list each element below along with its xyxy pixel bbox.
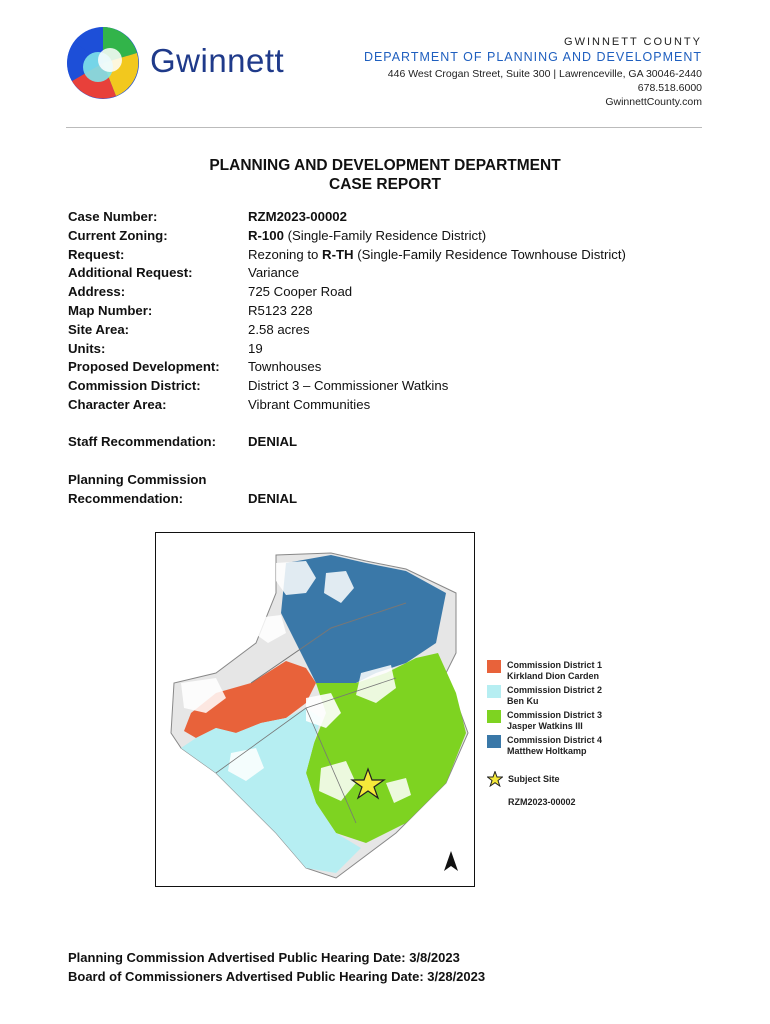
field-request: Request: Rezoning to R-TH (Single-Family Residence Townhouse District) <box>68 246 626 262</box>
district-map <box>155 532 475 887</box>
legend-swatch-district-1 <box>487 660 501 673</box>
legend-swatch-district-4 <box>487 735 501 748</box>
staff-recommendation: Staff Recommendation: DENIAL <box>68 434 298 449</box>
county-name: GWINNETT COUNTY <box>564 36 702 48</box>
planning-commission-recommendation: Planning Commission Recommendation: DENIAL <box>68 472 298 506</box>
letterhead <box>0 0 770 130</box>
legend-district-2: Commission District 2 Ben Ku <box>487 685 602 707</box>
field-commission-district: Commission District: District 3 – Commissioner Watkins <box>68 378 449 394</box>
report-title <box>0 156 770 194</box>
report-title-line1: PLANNING AND DEVELOPMENT DEPARTMENT <box>209 157 561 174</box>
planning-hearing-date: Planning Commission Advertised Public Hearing Date: 3/8/2023 <box>68 950 460 965</box>
hearing-dates <box>68 948 485 986</box>
legend-district-1: Commission District 1 Kirkland Dion Carden <box>487 660 602 682</box>
field-proposed-development: Proposed Development: Townhouses <box>68 359 322 375</box>
case-fields <box>68 208 626 415</box>
legend-district-3: Commission District 3 Jasper Watkins III <box>487 710 602 732</box>
department-phone: 678.518.6000 <box>637 82 702 94</box>
field-case-number: Case Number: RZM2023-00002 <box>68 209 347 224</box>
legend-district-4: Commission District 4 Matthew Holtkamp <box>487 735 602 757</box>
legend-subject-site: Subject Site <box>487 771 602 787</box>
legend-swatch-district-2 <box>487 685 501 698</box>
north-arrow-icon <box>444 851 458 871</box>
map-legend <box>487 660 602 807</box>
field-current-zoning: Current Zoning: R-100 (Single-Family Residence District) <box>68 227 487 243</box>
board-hearing-date: Board of Commissioners Advertised Public Hearing Date: 3/28/2023 <box>68 969 486 984</box>
department-block <box>364 36 702 108</box>
field-address: Address: 725 Cooper Road <box>68 284 353 300</box>
brand-name: Gwinnett <box>150 42 285 79</box>
field-units: Units: 19 <box>68 340 263 356</box>
field-character-area: Character Area: Vibrant Communities <box>68 396 371 412</box>
field-map-number: Map Number: R5123 228 <box>68 302 313 318</box>
report-title-line2: CASE REPORT <box>329 176 441 193</box>
legend-swatch-district-3 <box>487 710 501 723</box>
star-icon <box>487 771 503 787</box>
department-name: DEPARTMENT OF PLANNING AND DEVELOPMENT <box>363 50 702 64</box>
department-address: 446 West Crogan Street, Suite 300 | Lawrenceville, GA 30046-2440 <box>387 68 702 80</box>
field-site-area: Site Area: 2.58 acres <box>68 321 310 337</box>
header-divider <box>66 127 702 128</box>
district-map-graphic <box>156 533 474 886</box>
legend-case-code: RZM2023-00002 <box>508 797 576 807</box>
gwinnett-logo-icon <box>66 26 140 100</box>
department-website[interactable]: GwinnettCounty.com <box>605 96 702 108</box>
field-additional-request: Additional Request: Variance <box>68 265 300 281</box>
